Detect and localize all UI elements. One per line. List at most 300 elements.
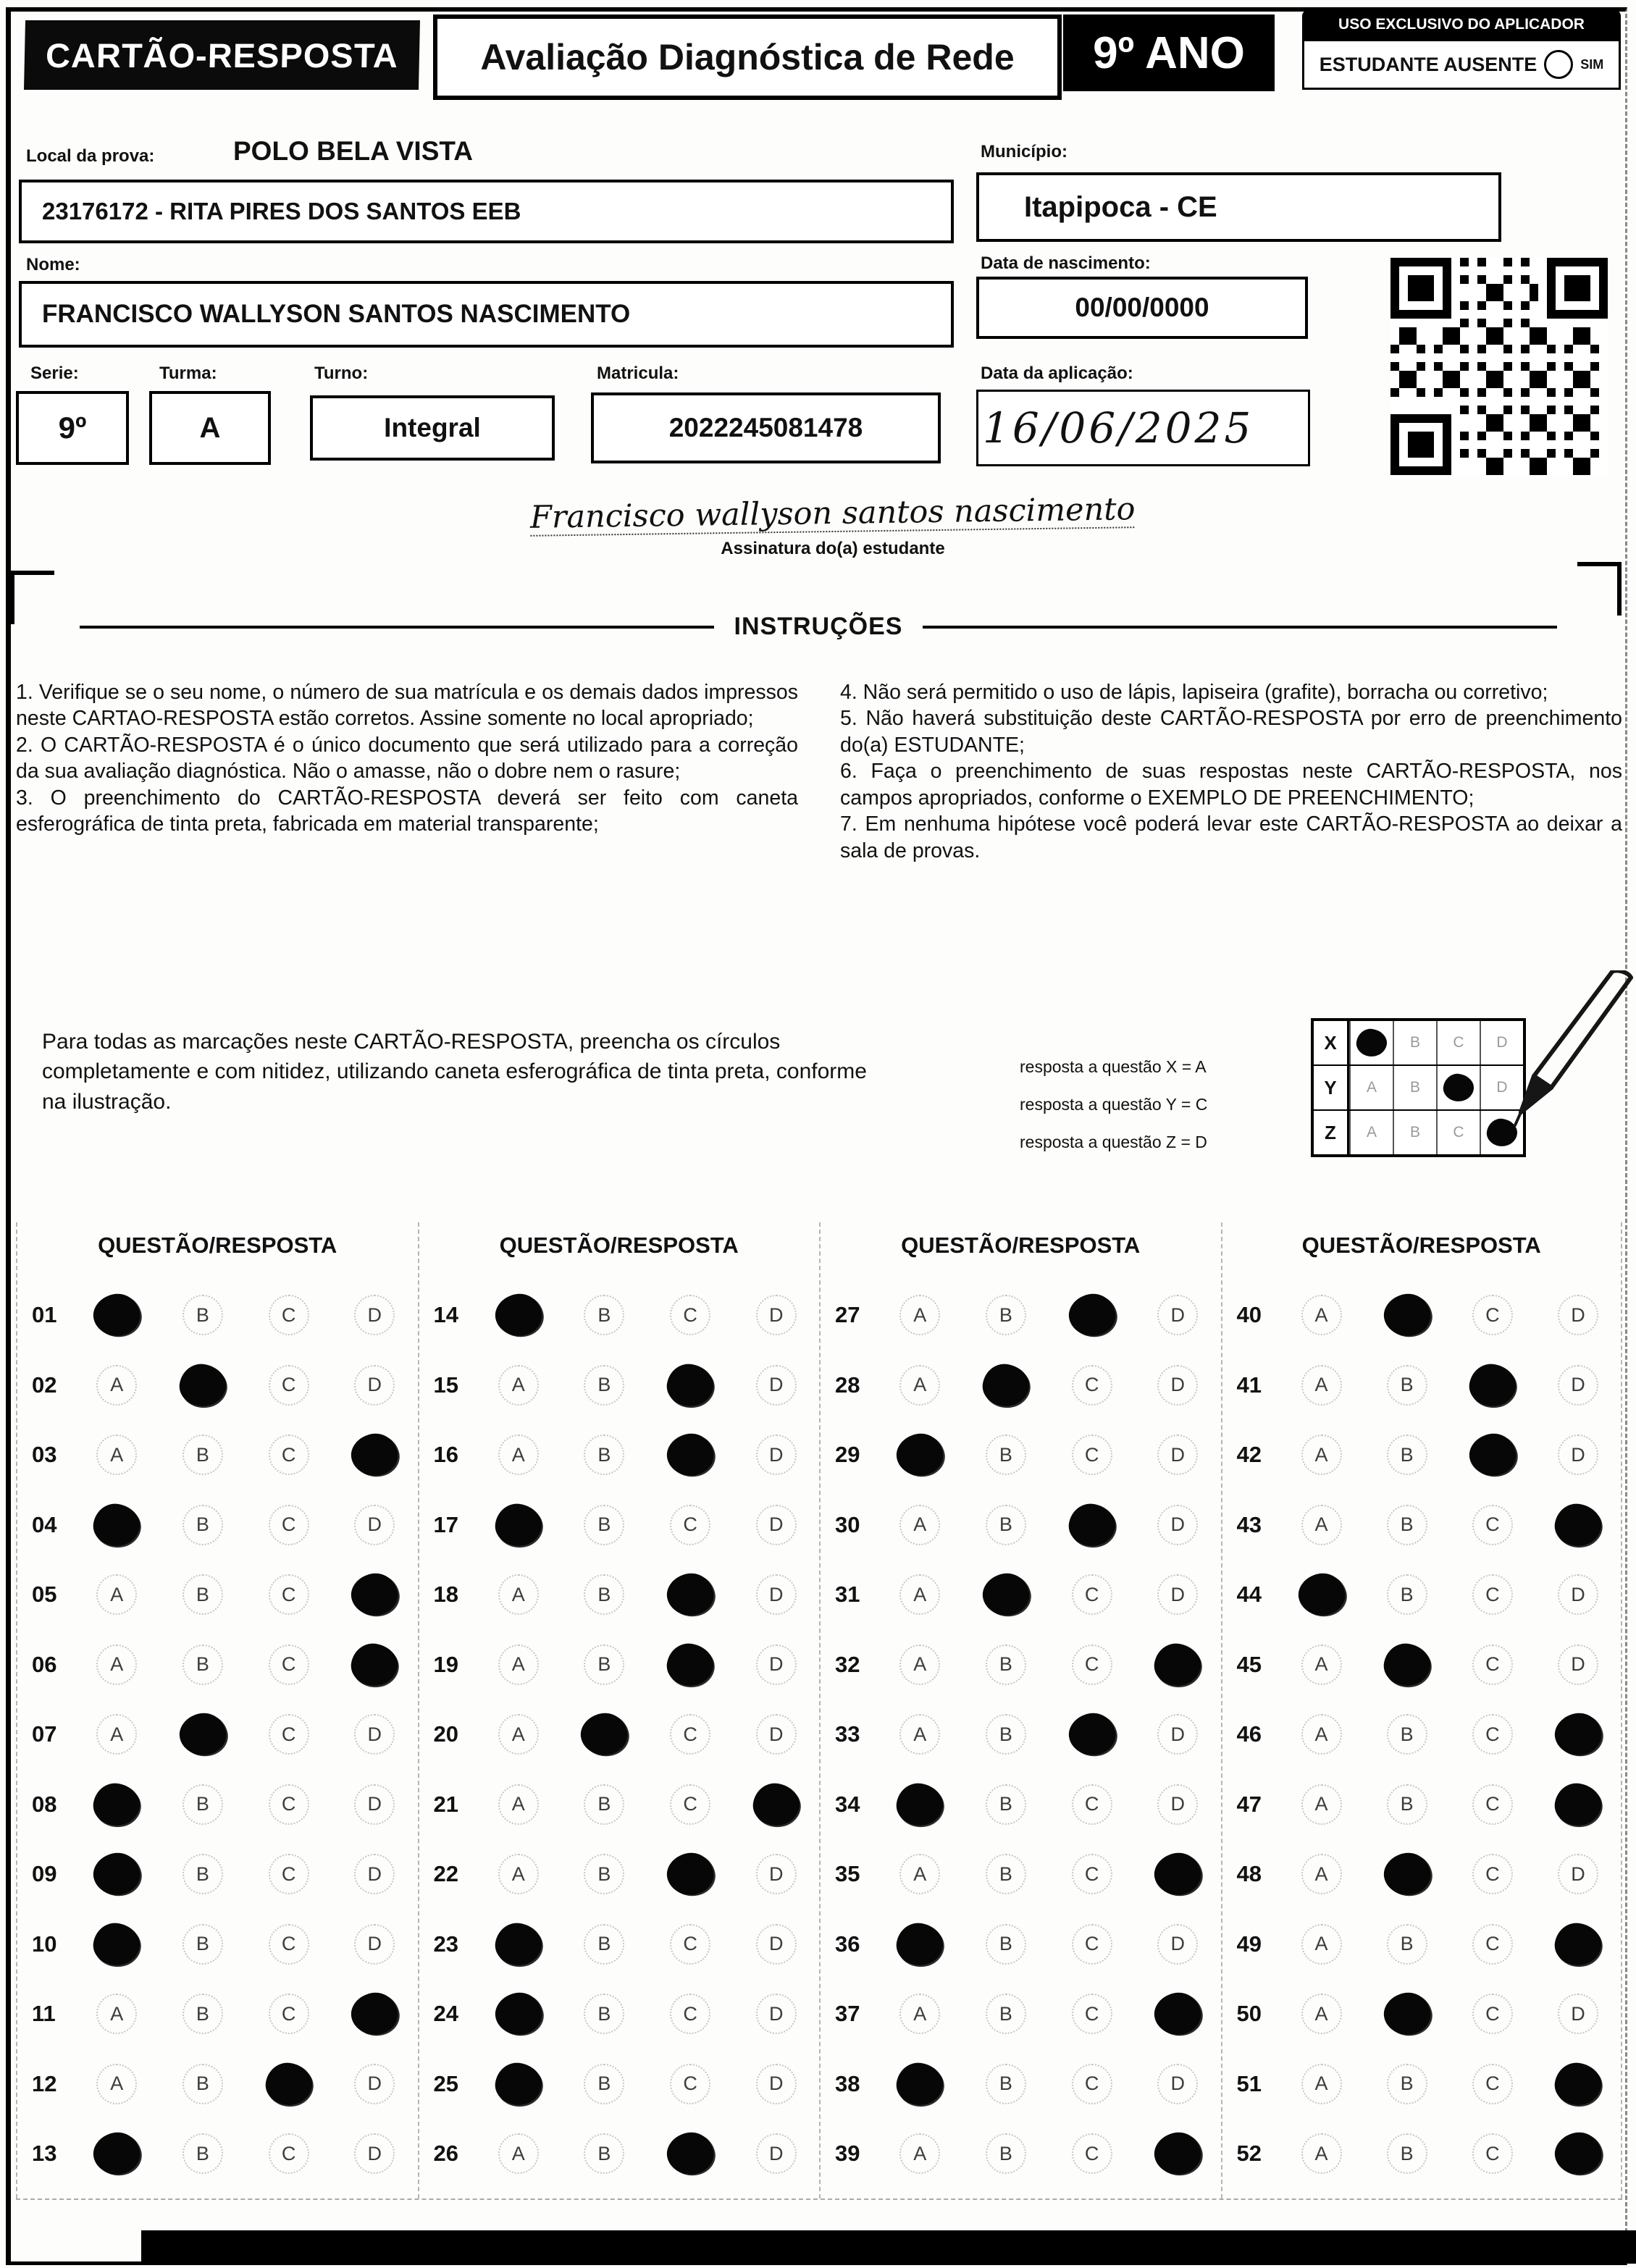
example-cell xyxy=(1393,1021,1436,1064)
answer-bubble[interactable] xyxy=(1364,1784,1450,1825)
answer-bubble-filled[interactable] xyxy=(160,1713,246,1755)
nascimento-field: 00/00/0000 xyxy=(976,277,1308,339)
answer-bubble[interactable] xyxy=(561,1295,647,1335)
title-rule-left xyxy=(80,626,714,629)
answer-bubble[interactable] xyxy=(476,1365,562,1406)
answer-bubble[interactable] xyxy=(733,1574,819,1615)
option-letter: A xyxy=(1301,1854,1342,1894)
answer-bubble[interactable] xyxy=(332,1924,418,1965)
question-row xyxy=(17,1700,418,1770)
answer-bubble-filled[interactable] xyxy=(1364,1853,1450,1895)
answer-bubble[interactable] xyxy=(160,1505,246,1545)
option-letter: D xyxy=(756,2133,797,2174)
answer-bubble[interactable] xyxy=(1049,1784,1135,1825)
answer-bubble[interactable] xyxy=(160,1784,246,1825)
question-number: 04 xyxy=(32,1511,57,1537)
answer-bubble[interactable] xyxy=(74,1645,160,1685)
answer-column xyxy=(16,1222,418,2198)
filled-mark xyxy=(1066,1501,1117,1549)
answer-bubble[interactable] xyxy=(1049,1854,1135,1894)
answer-bubble[interactable] xyxy=(561,1435,647,1475)
example-bubble: B xyxy=(1409,1079,1420,1096)
option-letter: B xyxy=(1387,2064,1427,2104)
answer-bubble[interactable] xyxy=(476,2133,562,2174)
answer-bubble[interactable] xyxy=(1049,1645,1135,1685)
answer-bubble-filled[interactable] xyxy=(1135,1993,1221,2035)
answer-bubble[interactable] xyxy=(733,1854,819,1894)
answer-bubble-filled[interactable] xyxy=(963,1574,1049,1616)
question-row xyxy=(1222,1770,1622,1840)
answer-bubble[interactable] xyxy=(733,2133,819,2174)
answer-bubble[interactable] xyxy=(1135,2064,1221,2104)
filled-mark xyxy=(348,1569,402,1620)
answer-bubble[interactable] xyxy=(1450,1994,1535,2034)
question-number: 17 xyxy=(433,1511,458,1537)
answer-bubble[interactable] xyxy=(963,1994,1049,2034)
answer-bubble[interactable] xyxy=(1450,1714,1535,1755)
option-letter: B xyxy=(584,1365,624,1406)
option-letter: C xyxy=(1072,1924,1112,1965)
answer-bubble[interactable] xyxy=(160,1645,246,1685)
answer-bubble[interactable] xyxy=(74,1435,160,1475)
answer-bubble[interactable] xyxy=(561,2133,647,2174)
filled-mark xyxy=(348,1641,400,1689)
answer-bubble[interactable] xyxy=(1135,1574,1221,1615)
question-number: 15 xyxy=(433,1372,458,1398)
answer-bubble[interactable] xyxy=(1450,2133,1535,2174)
turma-label: Turma: xyxy=(159,364,217,383)
question-row xyxy=(1222,1839,1622,1910)
answer-bubble-filled[interactable] xyxy=(476,1504,562,1546)
answer-bubble[interactable] xyxy=(877,1854,963,1894)
answer-bubble[interactable] xyxy=(733,1994,819,2034)
answer-bubble[interactable] xyxy=(1450,2064,1535,2104)
answer-bubble[interactable] xyxy=(74,1365,160,1406)
answer-bubble[interactable] xyxy=(160,1435,246,1475)
answer-bubble[interactable] xyxy=(332,1505,418,1545)
answer-bubble[interactable] xyxy=(877,1645,963,1685)
option-letter: A xyxy=(1301,1784,1342,1825)
answer-column xyxy=(819,1222,1221,2198)
option-letter: D xyxy=(756,1435,797,1475)
answer-bubble[interactable] xyxy=(246,1365,332,1406)
answer-bubble-filled[interactable] xyxy=(1364,1993,1450,2035)
answer-bubble[interactable] xyxy=(561,1924,647,1965)
question-row xyxy=(821,1280,1221,1351)
option-letter: B xyxy=(986,1645,1026,1685)
answer-bubble[interactable] xyxy=(1049,2064,1135,2104)
answer-bubble-filled[interactable] xyxy=(877,1923,963,1965)
answer-bubble[interactable] xyxy=(476,1574,562,1615)
answer-bubble[interactable] xyxy=(246,1295,332,1335)
answer-bubble-filled[interactable] xyxy=(1135,2133,1221,2175)
option-letter: D xyxy=(1157,1365,1198,1406)
answer-bubble[interactable] xyxy=(647,1295,734,1335)
answer-bubble-filled[interactable] xyxy=(647,1434,734,1476)
answer-bubble[interactable] xyxy=(1450,1924,1535,1965)
answer-bubble[interactable] xyxy=(1535,1295,1621,1335)
answer-bubble[interactable] xyxy=(877,1574,963,1615)
answer-bubble[interactable] xyxy=(877,1365,963,1406)
filled-mark xyxy=(980,1361,1031,1409)
answer-bubble[interactable] xyxy=(1049,1435,1135,1475)
option-letter: D xyxy=(756,1505,797,1545)
answer-bubble[interactable] xyxy=(963,1295,1049,1335)
answer-bubble[interactable] xyxy=(647,2064,734,2104)
answer-bubble[interactable] xyxy=(561,1784,647,1825)
answer-bubble-filled[interactable] xyxy=(1450,1364,1535,1406)
answer-bubble-filled[interactable] xyxy=(1364,1644,1450,1686)
filled-mark xyxy=(1380,1849,1434,1899)
answer-bubble[interactable] xyxy=(1450,1505,1535,1545)
answer-bubble-filled[interactable] xyxy=(877,2063,963,2105)
answer-bubble[interactable] xyxy=(1279,1714,1364,1755)
answer-bubble-filled[interactable] xyxy=(647,1853,734,1895)
answer-bubble[interactable] xyxy=(963,1784,1049,1825)
answer-bubble[interactable] xyxy=(1364,1365,1450,1406)
question-number: 14 xyxy=(433,1302,458,1328)
answer-bubble[interactable] xyxy=(1364,2133,1450,2174)
answer-bubble-filled[interactable] xyxy=(647,1644,734,1686)
answer-column-header: QUESTÃO/RESPOSTA xyxy=(901,1232,1141,1258)
option-letter: B xyxy=(584,1645,624,1685)
answer-bubble[interactable] xyxy=(877,2133,963,2174)
question-row xyxy=(17,1910,418,1980)
question-number: 52 xyxy=(1236,2141,1262,2167)
option-letter: D xyxy=(756,1365,797,1406)
answer-bubble-filled[interactable] xyxy=(1049,1504,1135,1546)
answer-bubble-filled[interactable] xyxy=(1535,1784,1621,1826)
answer-bubble[interactable] xyxy=(561,1365,647,1406)
answer-bubble[interactable] xyxy=(332,1295,418,1335)
answer-bubble[interactable] xyxy=(246,2133,332,2174)
school-field: 23176172 - RITA PIRES DOS SANTOS EEB xyxy=(19,180,954,243)
answer-bubble[interactable] xyxy=(1364,1714,1450,1755)
answer-bubble[interactable] xyxy=(733,1295,819,1335)
answer-bubble[interactable] xyxy=(1364,2064,1450,2104)
answer-bubble-filled[interactable] xyxy=(733,1784,819,1826)
answer-bubble[interactable] xyxy=(246,1854,332,1894)
answer-bubble[interactable] xyxy=(160,1924,246,1965)
matricula-label: Matricula: xyxy=(597,364,679,383)
example-cell xyxy=(1349,1066,1393,1109)
option-letter: C xyxy=(670,1505,710,1545)
question-number: 03 xyxy=(32,1442,57,1468)
answer-bubble[interactable] xyxy=(561,1854,647,1894)
answer-bubble[interactable] xyxy=(1450,1854,1535,1894)
answer-bubble[interactable] xyxy=(1535,1854,1621,1894)
answer-bubble[interactable] xyxy=(733,1924,819,1965)
answer-bubble[interactable] xyxy=(74,2064,160,2104)
answer-bubble[interactable] xyxy=(1135,1365,1221,1406)
answer-bubble[interactable] xyxy=(246,1924,332,1965)
answer-bubble[interactable] xyxy=(1450,1784,1535,1825)
answer-bubble-filled[interactable] xyxy=(74,1294,160,1336)
option-letter: D xyxy=(1157,1924,1198,1965)
option-letter: B xyxy=(1387,1435,1427,1475)
corner-bracket-right xyxy=(1577,562,1622,616)
option-letter: B xyxy=(183,2064,223,2104)
answer-bubble[interactable] xyxy=(647,1714,734,1755)
municipio-field: Itapipoca - CE xyxy=(976,172,1501,242)
answer-bubble[interactable] xyxy=(160,2064,246,2104)
answer-bubble[interactable] xyxy=(1049,1924,1135,1965)
question-row xyxy=(821,1560,1221,1630)
answer-bubble[interactable] xyxy=(963,2133,1049,2174)
answer-bubble[interactable] xyxy=(160,1574,246,1615)
answer-bubble[interactable] xyxy=(246,1714,332,1755)
answer-bubble[interactable] xyxy=(877,1505,963,1545)
question-number: 43 xyxy=(1236,1511,1262,1537)
answer-bubble[interactable] xyxy=(561,1994,647,2034)
answer-bubble[interactable] xyxy=(332,1854,418,1894)
question-row xyxy=(419,1560,820,1630)
answer-bubble[interactable] xyxy=(332,2064,418,2104)
answer-column-body xyxy=(17,1280,418,2189)
answer-bubble[interactable] xyxy=(647,1994,734,2034)
answer-bubble-filled[interactable] xyxy=(1535,2063,1621,2105)
answer-bubble[interactable] xyxy=(476,1714,562,1755)
answer-bubble[interactable] xyxy=(963,1854,1049,1894)
answer-bubble[interactable] xyxy=(1535,1645,1621,1685)
card-title: CARTÃO-RESPOSTA xyxy=(24,20,420,90)
answer-bubble-filled[interactable] xyxy=(160,1364,246,1406)
option-letter: A xyxy=(1301,1505,1342,1545)
answer-bubble[interactable] xyxy=(963,2064,1049,2104)
answer-bubble[interactable] xyxy=(1049,1365,1135,1406)
answer-bubble[interactable] xyxy=(733,1645,819,1685)
answer-bubble[interactable] xyxy=(1364,1924,1450,1965)
answer-bubble[interactable] xyxy=(1450,1645,1535,1685)
option-letter: D xyxy=(1157,1574,1198,1615)
answer-bubble-filled[interactable] xyxy=(1279,1574,1364,1616)
option-letter: D xyxy=(354,1784,395,1825)
filled-mark xyxy=(1552,1781,1603,1828)
option-letter: A xyxy=(899,1365,940,1406)
question-row xyxy=(419,1420,820,1490)
answer-bubble[interactable] xyxy=(877,1295,963,1335)
question-number: 50 xyxy=(1236,2001,1262,2027)
answer-bubble-filled[interactable] xyxy=(332,1574,418,1616)
answer-bubble[interactable] xyxy=(246,1505,332,1545)
answer-bubble[interactable] xyxy=(963,1714,1049,1755)
question-number: 29 xyxy=(835,1442,860,1468)
answer-bubble-filled[interactable] xyxy=(1535,1713,1621,1755)
answer-bubble[interactable] xyxy=(647,1924,734,1965)
answer-bubble[interactable] xyxy=(877,1994,963,2034)
student-absent-row xyxy=(1302,39,1621,90)
answer-bubble[interactable] xyxy=(476,1854,562,1894)
answer-bubble[interactable] xyxy=(733,1365,819,1406)
answer-bubble-filled[interactable] xyxy=(332,1993,418,2035)
answer-bubble[interactable] xyxy=(1279,2064,1364,2104)
answer-bubble[interactable] xyxy=(877,1714,963,1755)
option-letter: B xyxy=(1387,2133,1427,2174)
answer-bubble[interactable] xyxy=(1364,1505,1450,1545)
question-row xyxy=(17,2119,418,2189)
answer-bubble-filled[interactable] xyxy=(1049,1294,1135,1336)
answer-bubble-filled[interactable] xyxy=(1535,1504,1621,1546)
answer-bubble-filled[interactable] xyxy=(332,1644,418,1686)
serie-label: Serie: xyxy=(30,364,79,383)
answer-bubble-filled[interactable] xyxy=(647,2133,734,2175)
answer-bubble[interactable] xyxy=(246,1645,332,1685)
answer-bubble-filled[interactable] xyxy=(1135,1644,1221,1686)
option-letter: A xyxy=(498,1365,539,1406)
answer-bubble[interactable] xyxy=(1049,1574,1135,1615)
answer-bubble-filled[interactable] xyxy=(647,1364,734,1406)
answer-bubble[interactable] xyxy=(476,1784,562,1825)
answer-bubble-filled[interactable] xyxy=(246,2063,332,2105)
option-letter: D xyxy=(1157,1784,1198,1825)
question-row xyxy=(419,1979,820,2049)
answer-bubble[interactable] xyxy=(74,1714,160,1755)
answer-bubble[interactable] xyxy=(332,1784,418,1825)
option-letter: D xyxy=(756,1994,797,2034)
option-letter: B xyxy=(183,1435,223,1475)
answer-bubble[interactable] xyxy=(561,2064,647,2104)
example-cell xyxy=(1349,1021,1393,1064)
answer-bubble[interactable] xyxy=(1450,1574,1535,1615)
answer-bubble[interactable] xyxy=(1135,1505,1221,1545)
answer-bubble[interactable] xyxy=(1450,1295,1535,1335)
answer-bubble[interactable] xyxy=(1279,1365,1364,1406)
answer-bubble[interactable] xyxy=(160,1854,246,1894)
answer-bubble-filled[interactable] xyxy=(1135,1853,1221,1895)
instruction-item: 5. Não haverá substituição deste CARTÃO-RESPOSTA por erro de preenchimento do(a) ESTUDANTE; xyxy=(840,707,1622,757)
answer-bubble[interactable] xyxy=(1364,1574,1450,1615)
answer-bubble[interactable] xyxy=(160,1994,246,2034)
answer-bubble-filled[interactable] xyxy=(877,1434,963,1476)
question-number: 11 xyxy=(32,2001,56,2027)
answer-bubble[interactable] xyxy=(963,1505,1049,1545)
answer-bubble[interactable] xyxy=(1535,1574,1621,1615)
answer-bubble-filled[interactable] xyxy=(561,1713,647,1755)
filled-mark xyxy=(1552,1920,1603,1968)
answer-bubble-filled[interactable] xyxy=(74,1504,160,1546)
question-number: 44 xyxy=(1236,1582,1262,1608)
answer-bubble[interactable] xyxy=(332,1714,418,1755)
answer-bubble[interactable] xyxy=(1279,1295,1364,1335)
answer-bubble[interactable] xyxy=(733,2064,819,2104)
answer-bubble[interactable] xyxy=(733,1505,819,1545)
option-letter: C xyxy=(1072,2133,1112,2174)
answer-bubble[interactable] xyxy=(1049,2133,1135,2174)
answer-bubble[interactable] xyxy=(963,1435,1049,1475)
answer-bubble[interactable] xyxy=(476,1435,562,1475)
grade-badge: 9º ANO xyxy=(1063,14,1275,91)
turma-field: A xyxy=(149,391,271,465)
answer-bubble-filled[interactable] xyxy=(1535,2133,1621,2175)
answer-bubble-filled[interactable] xyxy=(74,1923,160,1965)
answer-bubble[interactable] xyxy=(246,1435,332,1475)
answer-bubble-filled[interactable] xyxy=(74,1853,160,1895)
question-number: 45 xyxy=(1236,1651,1262,1677)
answer-bubble[interactable] xyxy=(1135,1714,1221,1755)
answer-bubble[interactable] xyxy=(733,1714,819,1755)
answer-bubble[interactable] xyxy=(561,1574,647,1615)
answer-bubble-filled[interactable] xyxy=(332,1434,418,1476)
option-letter: C xyxy=(670,1994,710,2034)
answer-bubble-filled[interactable] xyxy=(647,1574,734,1616)
answer-bubble[interactable] xyxy=(1279,1924,1364,1965)
question-number: 05 xyxy=(32,1582,57,1608)
answer-bubble[interactable] xyxy=(561,1505,647,1545)
option-letter: C xyxy=(269,1505,309,1545)
answer-bubble[interactable] xyxy=(561,1645,647,1685)
answer-bubble[interactable] xyxy=(1364,1435,1450,1475)
answer-bubble[interactable] xyxy=(1279,2133,1364,2174)
answer-bubble[interactable] xyxy=(1049,1994,1135,2034)
answer-bubble[interactable] xyxy=(647,1505,734,1545)
answer-bubble[interactable] xyxy=(74,1994,160,2034)
answer-bubble-filled[interactable] xyxy=(476,2063,562,2105)
answer-bubble[interactable] xyxy=(332,2133,418,2174)
answer-bubble[interactable] xyxy=(733,1435,819,1475)
answer-bubble-filled[interactable] xyxy=(74,2133,160,2175)
answer-bubble[interactable] xyxy=(1279,1784,1364,1825)
option-letter: A xyxy=(498,1435,539,1475)
answer-bubble[interactable] xyxy=(1535,1435,1621,1475)
filled-mark xyxy=(176,1709,230,1760)
answer-bubble-filled[interactable] xyxy=(1049,1713,1135,1755)
answer-bubble[interactable] xyxy=(476,1645,562,1685)
answer-bubble[interactable] xyxy=(1279,1505,1364,1545)
answer-bubble[interactable] xyxy=(1135,1784,1221,1825)
question-number: 51 xyxy=(1236,2070,1262,2096)
answer-bubble[interactable] xyxy=(246,1574,332,1615)
answer-bubble-filled[interactable] xyxy=(1535,1923,1621,1965)
filled-mark xyxy=(1552,1501,1603,1549)
answer-bubble[interactable] xyxy=(647,1784,734,1825)
example-bubble: B xyxy=(1409,1124,1420,1141)
answer-bubble-filled[interactable] xyxy=(1364,1294,1450,1336)
answer-bubble[interactable] xyxy=(74,1574,160,1615)
answer-bubble[interactable] xyxy=(160,1295,246,1335)
answer-bubble[interactable] xyxy=(246,1994,332,2034)
answer-bubble[interactable] xyxy=(246,1784,332,1825)
option-letter: D xyxy=(1558,1854,1598,1894)
answer-bubble[interactable] xyxy=(160,2133,246,2174)
absent-checkbox[interactable] xyxy=(1544,50,1573,79)
answer-bubble[interactable] xyxy=(963,1924,1049,1965)
answer-bubble[interactable] xyxy=(1135,1435,1221,1475)
answer-bubble-filled[interactable] xyxy=(476,1993,562,2035)
answer-bubble-filled[interactable] xyxy=(74,1784,160,1826)
answer-bubble[interactable] xyxy=(1135,1295,1221,1335)
question-row xyxy=(1222,1280,1622,1351)
option-letter: C xyxy=(269,1435,309,1475)
answer-bubble[interactable] xyxy=(1535,1994,1621,2034)
answer-bubble-filled[interactable] xyxy=(877,1784,963,1826)
answer-bubble[interactable] xyxy=(1535,1365,1621,1406)
option-letter: A xyxy=(899,1854,940,1894)
answer-bubble[interactable] xyxy=(1279,1645,1364,1685)
answer-bubble[interactable] xyxy=(1279,1435,1364,1475)
answer-bubble-filled[interactable] xyxy=(963,1364,1049,1406)
bottom-alignment-bar xyxy=(141,2230,1636,2264)
answer-bubble-filled[interactable] xyxy=(476,1294,562,1336)
answer-bubble[interactable] xyxy=(1279,1854,1364,1894)
filled-mark xyxy=(663,1849,718,1899)
answer-bubble[interactable] xyxy=(1279,1994,1364,2034)
answer-bubble-filled[interactable] xyxy=(1450,1434,1535,1476)
answer-bubble[interactable] xyxy=(1135,1924,1221,1965)
answer-bubble[interactable] xyxy=(332,1365,418,1406)
option-letter: B xyxy=(183,2133,223,2174)
answer-bubble-filled[interactable] xyxy=(476,1923,562,1965)
answer-bubble[interactable] xyxy=(963,1645,1049,1685)
